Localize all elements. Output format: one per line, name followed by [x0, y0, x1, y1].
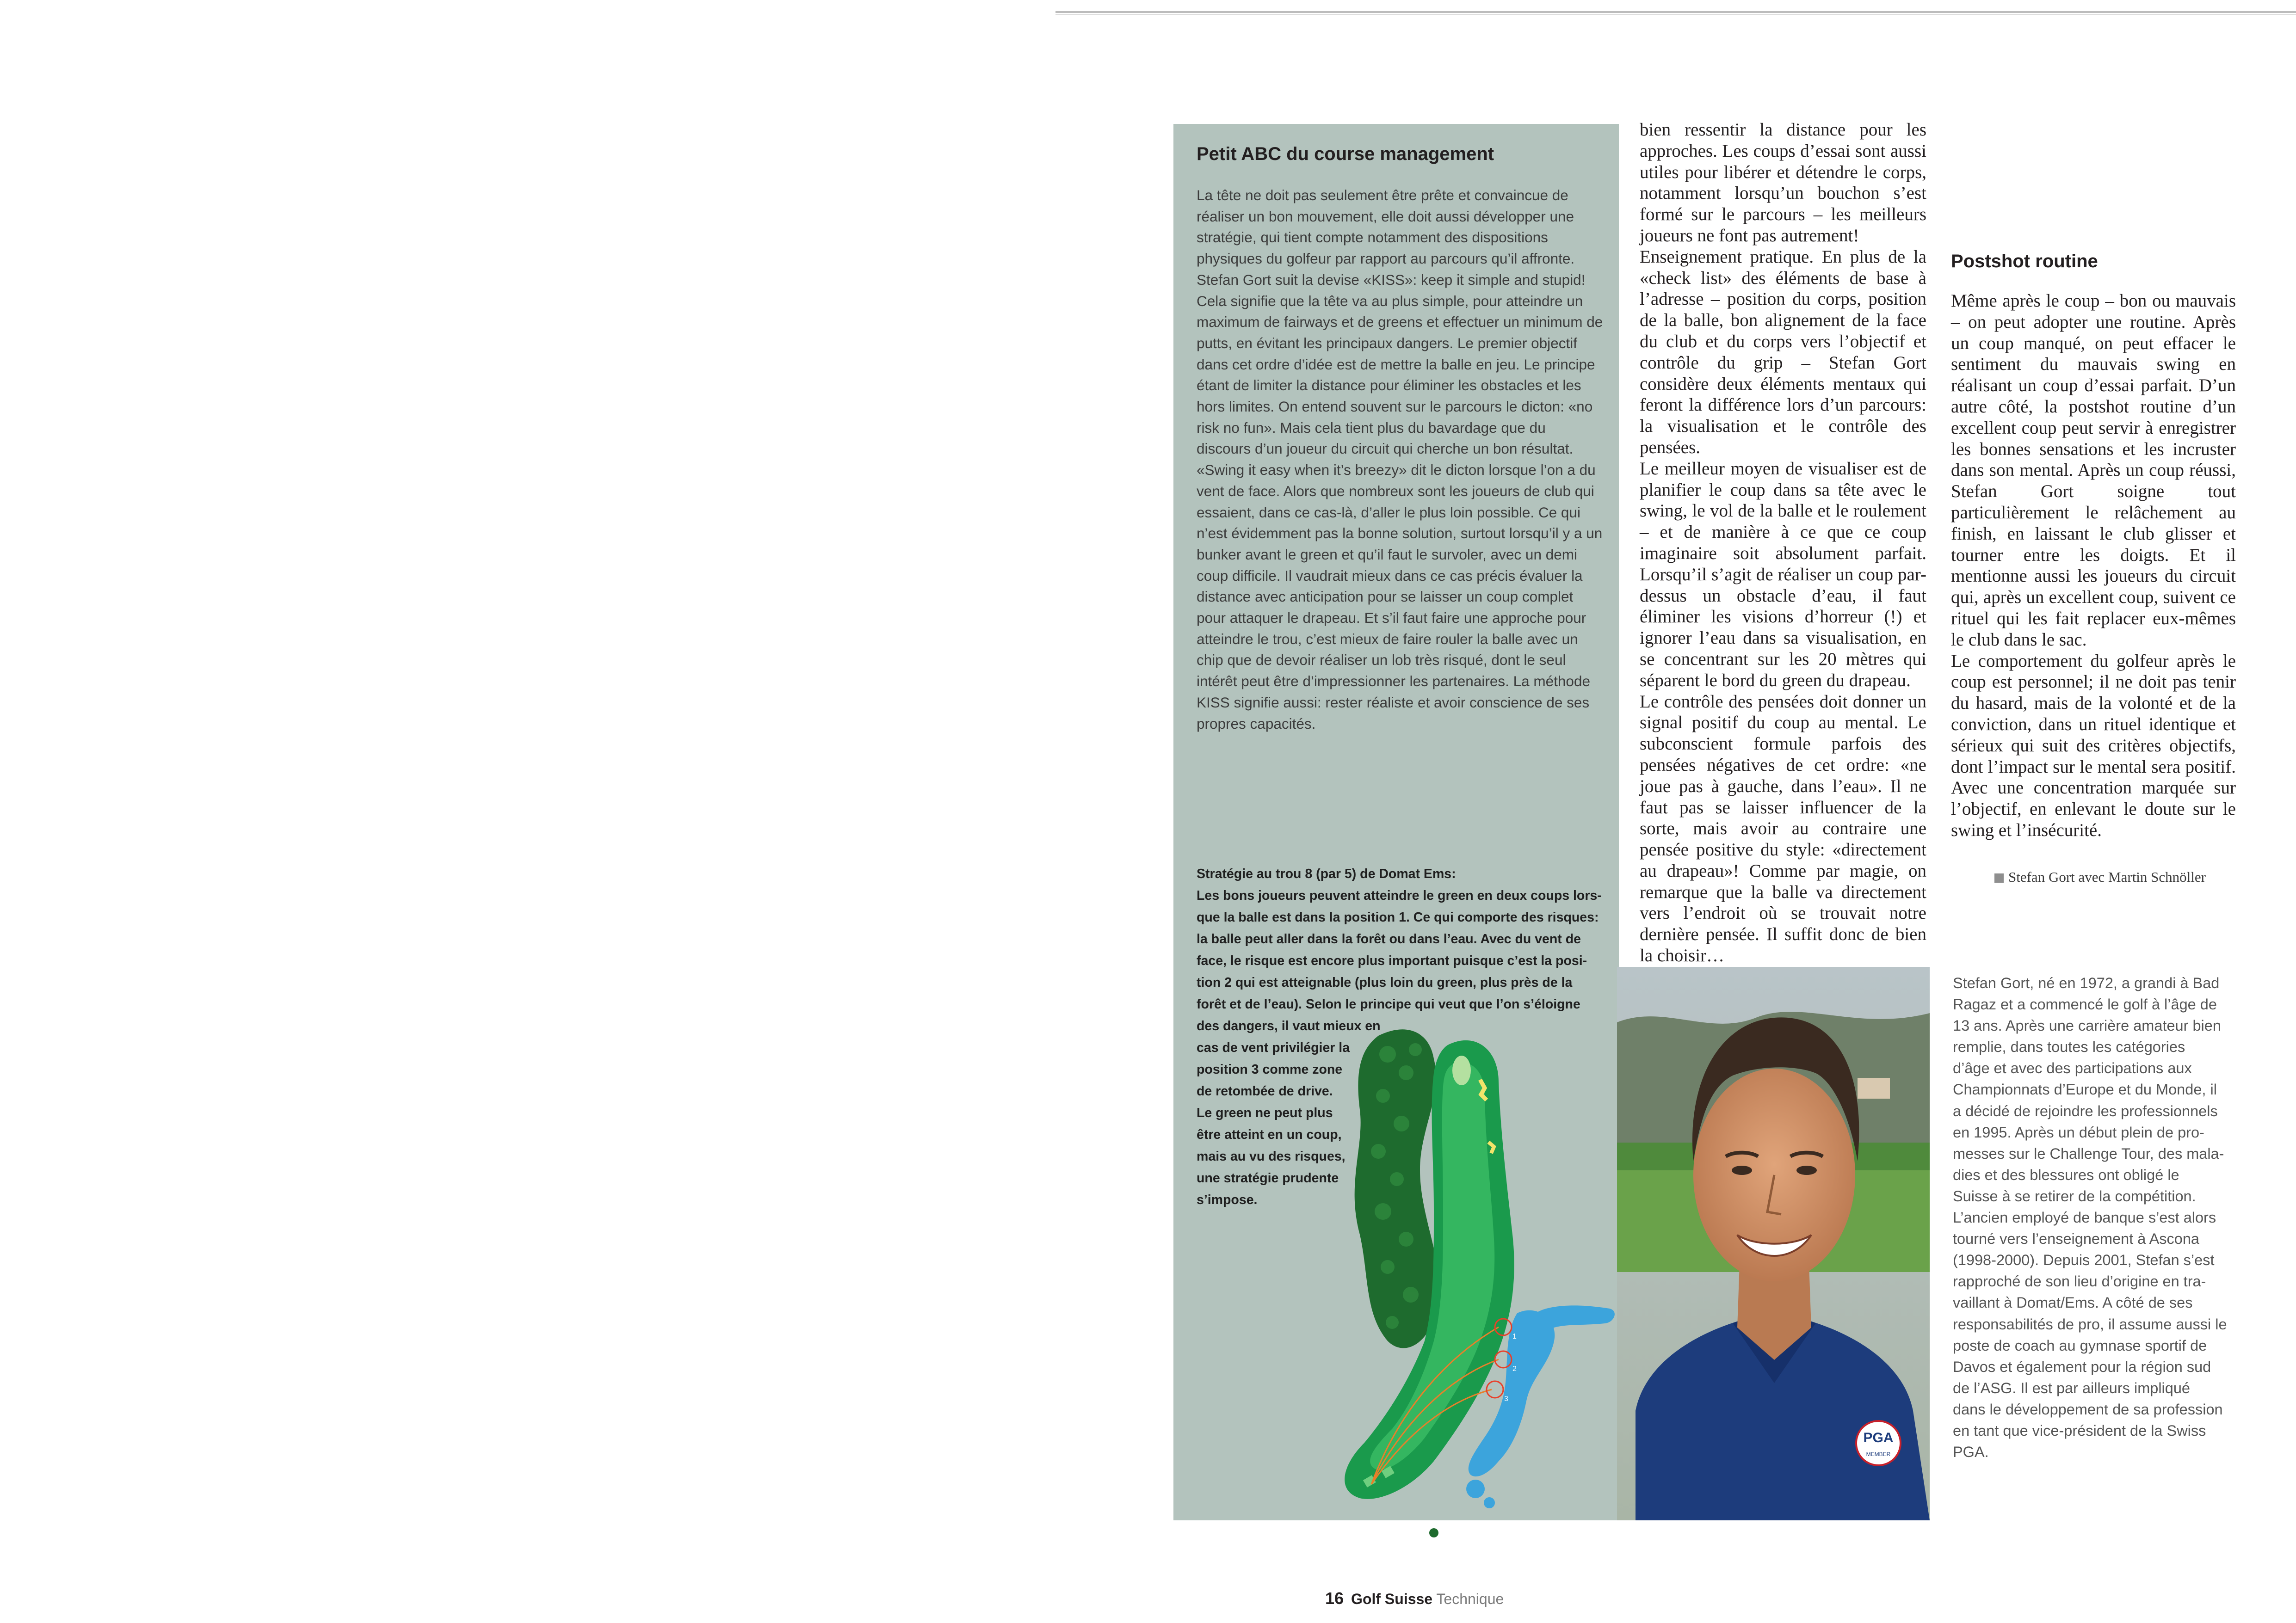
- position-label-3: 3: [1504, 1395, 1508, 1403]
- bio-line: Stefan Gort, né en 1972, a grandi à Bad: [1953, 975, 2220, 991]
- top-rule-shadow: [1055, 14, 2296, 15]
- bio-line: 13 ans. Après une carrière amateur bien: [1953, 1017, 2221, 1034]
- photo-eye: [1732, 1166, 1752, 1175]
- bio-line: poste de coach au gymnase sportif de: [1953, 1337, 2207, 1354]
- caption-line: des dangers, il vaut mieux en: [1197, 1019, 1381, 1033]
- bio-line: remplie, dans toutes les catégories: [1953, 1039, 2185, 1056]
- bio-text: [1953, 972, 2249, 1463]
- bio-line: (1998-2000). Depuis 2001, Stefan s’est: [1953, 1252, 2215, 1269]
- byline-square-icon: [1994, 873, 2004, 883]
- water-hazard: [1536, 1305, 1615, 1332]
- subhead-postshot: Postshot routine: [1951, 251, 2098, 271]
- position-label-1: 1: [1512, 1333, 1517, 1340]
- caption-line: face, le risque est encore plus important puisque c’est la posi-: [1197, 953, 1587, 968]
- bio-line: Ragaz et a commencé le golf à l’âge de: [1953, 996, 2217, 1013]
- page-number: 16: [1325, 1589, 1344, 1608]
- sidebar-paragraph: La tête ne doit pas seulement être prête et convaincue de réaliser un bon mouvement, elle doit aussi développer une stratégie, qui tient compte notamment des dispositions physiques du golfeur par rapport au parcours qu’il affronte. Stefan Gort suit la devise «KISS»: keep it simple and stupid! Cela signifie que la tête va au plus simple, pour atteindre un maximum de fairways et de greens et effectuer un minimum de putts, en évitant les principaux dangers. Le premier objectif dans cet ordre d’idée est de mettre la balle en jeu. Le principe étant de limiter la distance pour éliminer les obstacles et les hors limites. On entend souvent sur le parcours le dicton: «no risk no fun». Mais cela tient plus du bavardage que du discours d’un joueur du circuit qui cherche un bon résultat.: [1197, 187, 1603, 457]
- water-pond: [1466, 1480, 1485, 1498]
- green: [1452, 1056, 1471, 1085]
- article-paragraph: Le meilleur moyen de visualiser est de planifier le coup dans sa tête avec le swing, le vol de la balle et le roulement – et de manière à ce que ce coup imaginaire soit absolument parfait. Lorsqu’il s’agit de réaliser un coup par-dessus un obstacle d’eau, il faut éliminer les visions d’horreur (!) et ignorer l’eau dans sa visualisation, en se concentrant sur les 20 mètres qui séparent le bord du green du drapeau.: [1640, 458, 1926, 690]
- bio-line: dans le développement de sa profession: [1953, 1401, 2223, 1418]
- position-label-2: 2: [1512, 1365, 1517, 1373]
- portrait-photo: [1617, 967, 1930, 1520]
- caption-line: être atteint en un coup,: [1197, 1127, 1342, 1142]
- caption-line: forêt et de l’eau). Selon le principe qui veut que l’on s’éloigne: [1197, 997, 1580, 1012]
- article-paragraph: bien ressentir la distance pour les approches. Les coups d’essai sont aussi utiles pour libérer et détendre le corps, notamment lorsqu’un bouchon s’est formé sur le parcours – les meilleurs joueurs ne font pas autrement!: [1640, 120, 1926, 246]
- photo-house: [1858, 1078, 1890, 1099]
- bio-line: vaillant à Domat/Ems. A côté de ses: [1953, 1294, 2193, 1311]
- golf-hole-map: [1295, 1017, 1647, 1554]
- article-paragraph: Le comportement du golfeur après le coup est personnel; il ne doit pas tenir du hasard, mais de la volonté et de la conviction, dans un rituel identique et sérieux qui suit des critères objectifs, dont l’impact sur le mental sera positif. Avec une concentration marquée sur l’objectif, en enlevant le doute sur le swing et l’insécurité.: [1951, 651, 2236, 840]
- bio-line: responsabilités de pro, il assume aussi le: [1953, 1316, 2227, 1333]
- bio-line: rapproché de son lieu d’origine en tra-: [1953, 1273, 2206, 1290]
- pga-badge-subtext: MEMBER: [1866, 1451, 1891, 1457]
- byline-text: Stefan Gort avec Martin Schnöller: [2008, 869, 2206, 885]
- top-rule: [1055, 11, 2296, 13]
- article-column-1: [1640, 119, 1926, 966]
- bio-line: dies et des blessures ont obligé le: [1953, 1166, 2179, 1183]
- bio-line: messes sur le Challenge Tour, des mala-: [1953, 1145, 2224, 1162]
- bio-line: PGA.: [1953, 1444, 1989, 1461]
- bio-line: a décidé de rejoindre les professionnels: [1953, 1102, 2218, 1119]
- caption-line: cas de vent privilégier la: [1197, 1040, 1350, 1055]
- page-footer: [1325, 1589, 1504, 1608]
- caption-line: mais au vu des risques,: [1197, 1149, 1346, 1164]
- caption-line: Stratégie au trou 8 (par 5) de Domat Ems:: [1197, 867, 1456, 881]
- forest-area: [1355, 1029, 1439, 1348]
- bio-line: Championnats d’Europe et du Monde, il: [1953, 1081, 2217, 1098]
- article-column-2: [1951, 250, 2236, 841]
- article-paragraph: Même après le coup – bon ou mauvais – on peut adopter une routine. Après un coup manqué, on peut effacer le sentiment du mauvais swing en réalisant un coup d’essai parfait. D’un autre côté, la postshot routine d’un excellent coup peut servir à enregistrer les bonnes sensations et les incruster dans son mental. Après un coup réussi, Stefan Gort soigne tout particulièrement le relâchement au finish, en laissant le club glisser et tourner entre les doigts. Et il mentionne aussi les joueurs du circuit qui, après un excellent coup, suivent ce rituel qui les fait replacer eux-mêmes le club dans le sac.: [1951, 291, 2236, 650]
- bio-line: de l’ASG. Il est par ailleurs impliqué: [1953, 1379, 2191, 1396]
- caption-line: s’impose.: [1197, 1193, 1258, 1207]
- photo-eye: [1796, 1166, 1817, 1175]
- water-pond: [1484, 1497, 1495, 1508]
- bio-line: d’âge et avec des participations aux: [1953, 1060, 2192, 1077]
- caption-line: Les bons joueurs peuvent atteindre le green en deux coups lors-: [1197, 888, 1602, 903]
- bio-line: Davos et également pour la région sud: [1953, 1358, 2211, 1375]
- bio-line: en tant que vice-président de la Swiss: [1953, 1422, 2206, 1439]
- sidebar-paragraph: «Swing it easy when it’s breezy» dit le dicton lorsque l’on a du vent de face. Alors que nombreux sont les joueurs de club qui essaient, dans ce cas-là, d’aller le plus loin possible. Ce qui n’est évidemment pas la bonne solution, surtout lorsqu’il y a un bunker avant le green et qu’il faut le survoler, avec un demi coup difficile. Il vaudrait mieux dans ce cas précis évaluer la distance avec anticipation pour se laisser un coup complet pour attaquer le drapeau. Et s’il faut faire une approche pour atteindre le trou, c’est mieux de faire rouler la balle avec un chip que de devoir réaliser un lob très risqué, dont le seul intérêt peut être d’impressionner les partenaires. La méthode KISS signifie aussi: rester réaliste et avoir conscience de ses propres capacités.: [1197, 461, 1603, 732]
- caption-line: une stratégie prudente: [1197, 1171, 1339, 1186]
- caption-line: que la balle est dans la position 1. Ce qui comporte des risques:: [1197, 910, 1599, 925]
- sidebar-body: [1197, 185, 1604, 734]
- article-paragraph: Enseignement pratique. En plus de la «check list» des éléments de base à l’adresse – position du corps, position de la balle, bon alignement de la face du club et du corps vers l’objectif et contrôle du grip – Stefan Gort considère deux éléments mentaux qui feront la différence lors d’un parcours: la visualisation et le contrôle des pensées.: [1640, 246, 1926, 457]
- byline: [1994, 868, 2272, 886]
- bio-line: en 1995. Après un début plein de pro-: [1953, 1124, 2204, 1141]
- caption-line: la balle peut aller dans la forêt ou dans l’eau. Avec du vent de: [1197, 932, 1581, 947]
- caption-line: de retombée de drive.: [1197, 1084, 1333, 1099]
- caption-line: tion 2 qui est atteignable (plus loin du green, plus près de la: [1197, 975, 1573, 990]
- pga-badge-text: PGA: [1863, 1430, 1894, 1445]
- article-paragraph: Le contrôle des pensées doit donner un signal positif du coup au mental. Le subconscient formule parfois des pensées négatives de cet ordre: «ne joue pas à gauche, dans l’eau». Il ne faut pas se laisser influencer de la sorte, mais avoir au contraire une pensée positive du style: «directement au drapeau»! Comme par magie, on remarque que la balle va directement vers l’endroit où se trouvait notre dernière pensée. Il suffit donc de bien la choisir…: [1640, 691, 1926, 966]
- caption-line: Le green ne peut plus: [1197, 1106, 1333, 1120]
- bio-line: Suisse à se retirer de la compétition.: [1953, 1187, 2196, 1205]
- magazine-name: Golf Suisse: [1351, 1591, 1433, 1607]
- bio-line: tourné vers l’enseignement à Ascona: [1953, 1230, 2199, 1248]
- caption-line: position 3 comme zone: [1197, 1062, 1343, 1077]
- bio-line: L’ancien employé de banque s’est alors: [1953, 1209, 2216, 1226]
- tree-dot: [1429, 1528, 1438, 1537]
- sidebar-title: Petit ABC du course management: [1197, 144, 1494, 164]
- section-name: Technique: [1436, 1591, 1504, 1607]
